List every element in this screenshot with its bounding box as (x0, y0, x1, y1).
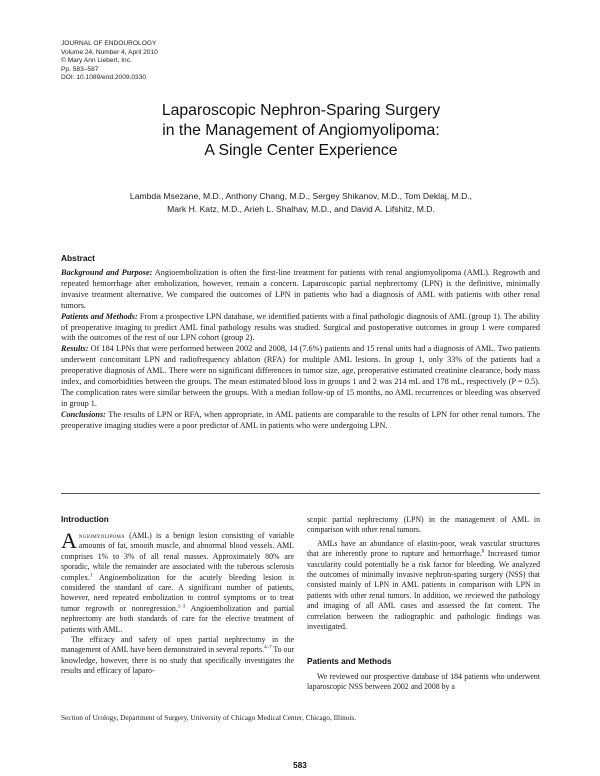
title-line-2: in the Management of Angiomyolipoma: (162, 122, 440, 139)
methods-paragraph-1: We reviewed our prospective database of 184 patients who underwent laparoscopic NSS between 2002 and 2008 by a (307, 672, 540, 692)
intro-paragraph-2 (61, 635, 294, 677)
article-title (60, 101, 542, 161)
author-list (60, 190, 542, 215)
intro-p1-rest: (AML) is a benign lesion consisting of variable amounts of fat, smooth muscle, and abnormal blood vessels. AML comprises 1% to 3% of all renal masses. Approximately 80% are sporadic, while the remainder are associated with the tuberous sclerosis complex. (61, 531, 294, 582)
conclusions-text: The results of LPN or RFA, when appropriate, in AML patients are comparable to the results of LPN for other renal tumors. The preoperative imaging studies were a poor predictor of AML in patients who were undergoing LPN. (61, 409, 540, 430)
title-line-3: A Single Center Experience (204, 142, 398, 159)
methods-heading: Patients and Methods (307, 657, 392, 666)
journal-name: JOURNAL OF ENDOUROLOGY (61, 40, 157, 47)
abstract-divider (61, 493, 540, 494)
abstract-body (61, 268, 540, 432)
page-number: 583 (293, 761, 307, 770)
methods-text: From a prospective LPN database, we identified patients with a final pathologic diagnosis of AML (group 1). The ability of preoperative imaging to predict AML final pathology results was studied. Surgical and postoperative outcomes in group 1 were compared with the outcomes of the rest of our LPN cohort (group 2). (61, 311, 540, 343)
citation-ref: 1–3 (177, 604, 186, 610)
citation-ref: 4–7 (264, 645, 272, 651)
methods-label: Patients and Methods: (61, 311, 138, 321)
journal-doi: DOI: 10.1089/end.2009.0330 (61, 74, 147, 82)
intro-right-paragraph-1: scopic partial nephrectomy (LPN) in the management of AML in comparison with other renal tumors. (307, 515, 540, 535)
intro-p2-a: The efficacy and safety of open partial nephrectomy in the management of AML have been demonstrated in several reports. (61, 635, 294, 655)
citation-ref: 1 (89, 573, 93, 579)
left-column (61, 528, 294, 677)
abstract-results (61, 344, 540, 409)
abstract-conclusions (61, 410, 540, 432)
authors-line-1: Lambda Msezane, M.D., Anthony Chang, M.D., Sergey Shikanov, M.D., Tom Deklaj, M.D., (129, 191, 473, 201)
abstract-methods (61, 312, 540, 345)
citation-ref: 8 (481, 549, 485, 555)
intro-right-p2-b: Increased tumor vascularity could potentially be a risk factor for bleeding. We analyzed the outcomes of minimally invasive nephron-sparing surgery (NSS) that consisted mainly of LPN in AML patients in comparison with LPN in patients with other renal tumors. In addition, we reviewed the pathology and imaging of all AML cases and assessed the fat content. The correlation between the radiographic and pathologic findings was investigated. (307, 549, 540, 632)
results-text: Of 184 LPNs that were performed between 2002 and 2008, 14 (7.6%) patients and 15 renal units had a diagnosis of AML. Two patients underwent concomitant LPN and radiofrequency ablation (RFA) for multiple AML lesions. In group 1, only 33% of the patients had a preoperative diagnosis of AML. There were no significant differences in tumor size, age, preoperative estimated creatinine clearance, body mass index, and comorbidities between the groups. The mean estimated blood loss in groups 1 and 2 was 214 mL and 178 mL, respectively (P = 0.5). The complication rates were similar between the groups. With a median follow-up of 15 months, no AML recurrences or bleeding was observed in group 1. (61, 344, 540, 408)
journal-header (61, 40, 301, 83)
drop-cap: A (61, 528, 77, 553)
journal-pages: Pp. 583–587 (61, 65, 99, 73)
intro-paragraph-1 (61, 528, 294, 635)
authors-line-2: Mark H. Katz, M.D., Arieh L. Shalhav, M.D., and David A. Lifshitz, M.D. (167, 203, 435, 214)
background-label: Background and Purpose: (61, 268, 153, 277)
intro-smallcaps: ngiomyolipoma (78, 532, 125, 540)
intro-p1-end: Angioembolization and partial nephrectomy are both standards of care for the elective treatment of patients with AML. (61, 603, 294, 634)
intro-right-p2-a: AMLs have an abundance of elastin-poor, weak vascular structures that are inherently prone to rupture and hemorrhage. (307, 538, 540, 559)
introduction-heading: Introduction (61, 515, 109, 524)
intro-p1-tail: Angioembolization for the acutely bleeding lesion is considered the standard of care. A significant number of patients, however, need repeated embolization to control symptoms or to treat tumor regrowth or nonregression. (61, 572, 294, 613)
abstract-heading: Abstract (61, 253, 95, 263)
results-label: Results: (61, 344, 89, 354)
abstract-background (61, 268, 540, 312)
right-column (307, 515, 540, 632)
intro-p2-b: To our knowledge, however, there is no study that specifically investigates the results and efficacy of laparo- (61, 645, 294, 676)
journal-copyright: © Mary Ann Liebert, Inc. (61, 57, 132, 65)
intro-right-paragraph-2 (307, 539, 540, 633)
conclusions-label: Conclusions: (61, 409, 106, 419)
affiliation-footnote: Section of Urology, Department of Surgery, University of Chicago Medical Center, Chicago, Illinois. (61, 713, 357, 722)
title-line-1: Laparoscopic Nephron-Sparing Surgery (161, 102, 441, 119)
journal-volume: Volume 24, Number 4, April 2010 (61, 48, 158, 56)
background-text: Angioembolization is often the first-line treatment for patients with renal angiomyolipoma (AML). Regrowth and repeated hemorrhage after embolization, however, remain a concern. Laparoscopic partial nephrectomy (LPN) is the definitive, minimally invasive treatment alternative. We compared the outcomes of LPN in patients who had a diagnosis of AML with patients with other renal tumors. (61, 268, 540, 310)
methods-body (307, 672, 540, 693)
